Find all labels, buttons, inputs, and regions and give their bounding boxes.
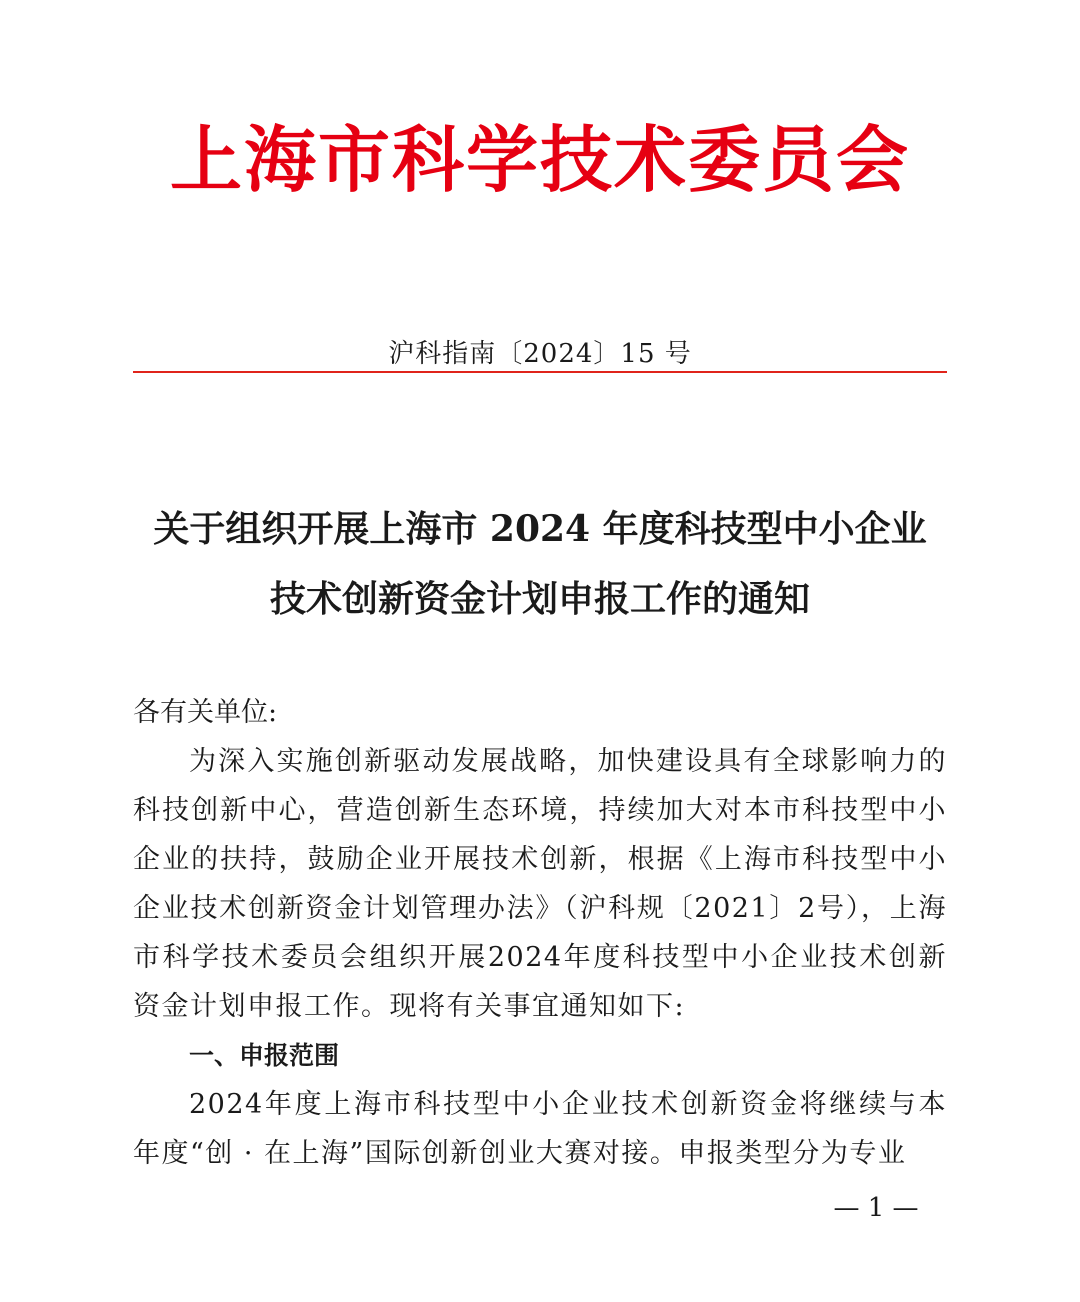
paragraph-scope: 2024年度上海市科技型中小企业技术创新资金将继续与本年度“创 · 在上海”国际创新创业大赛对接。申报类型分为专业: [133, 1089, 947, 1169]
issuing-agency-masthead: 上海市科学技术委员会: [169, 117, 910, 202]
page-number: — 1 —: [833, 1193, 919, 1223]
section-heading-scope: 一、申报范围: [189, 1041, 340, 1070]
red-divider-line: [133, 371, 947, 373]
document-number: 沪科指南〔2024〕15 号: [388, 339, 692, 369]
notice-title-line-1: 关于组织开展上海市 2024 年度科技型中小企业: [153, 508, 927, 550]
notice-title: [0, 494, 1080, 634]
notice-body: [133, 688, 947, 1178]
salutation: 各有关单位:: [133, 697, 278, 728]
paragraph-intro: 为深入实施创新驱动发展战略，加快建设具有全球影响力的科技创新中心，营造创新生态环境，持续加大对本市科技型中小企业的扶持，鼓励企业开展技术创新，根据《上海市科技型中小企业技术创新资金计划管理办法》（沪科规〔2021〕2号），上海市科学技术委员会组织开展2024年度科技型中小企业技术创新资金计划申报工作。现将有关事宜通知如下:: [133, 746, 947, 1022]
notice-title-line-2: 技术创新资金计划申报工作的通知: [269, 578, 810, 620]
